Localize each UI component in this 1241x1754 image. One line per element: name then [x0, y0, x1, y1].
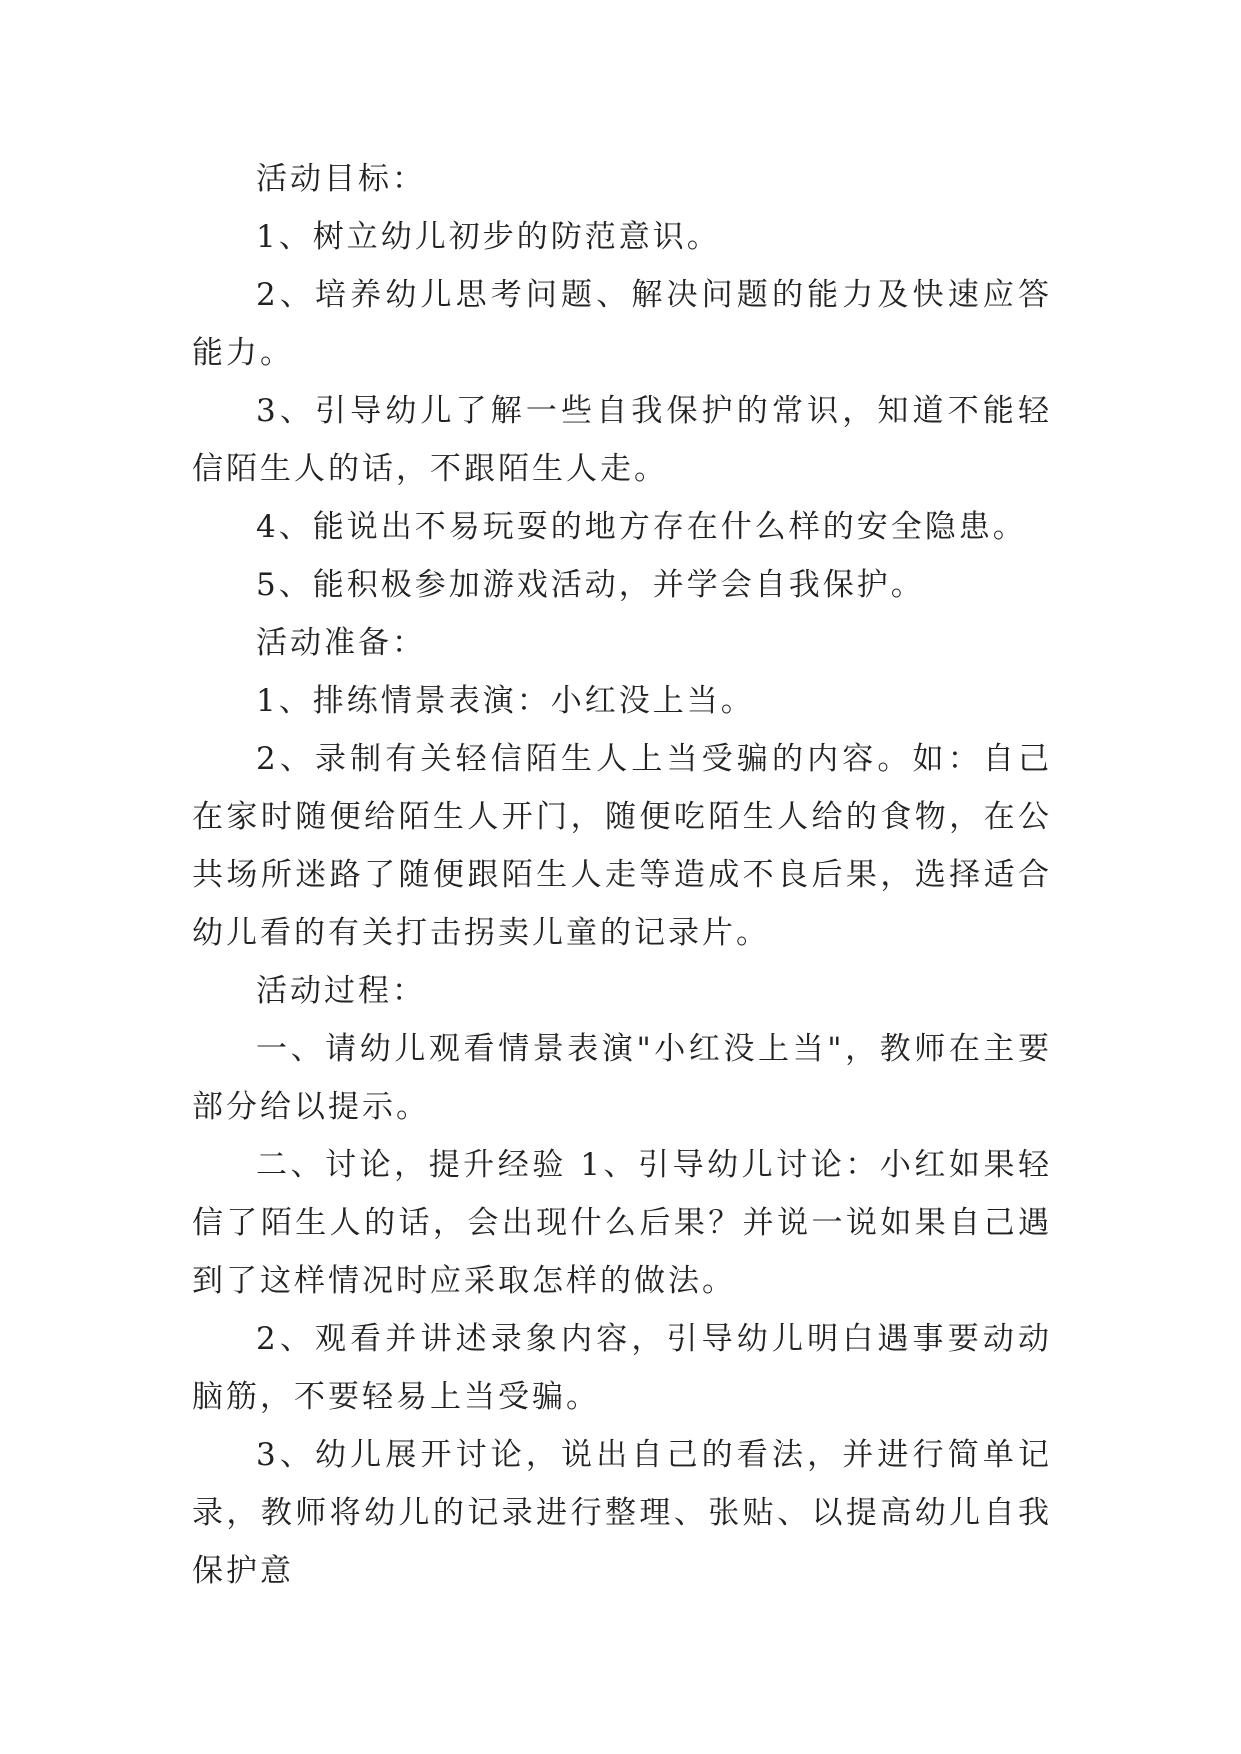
preparation-item-2: 2、录制有关轻信陌生人上当受骗的内容。如：自己在家时随便给陌生人开门，随便吃陌生人给的食物，在公共场所迷路了随便跟陌生人走等造成不良后果，选择适合幼儿看的有关打击拐卖儿童的记录片。	[192, 741, 1052, 951]
process-step-2-item-2: 2、观看并讲述录象内容，引导幼儿明白遇事要动动脑筋，不要轻易上当受骗。	[192, 1321, 1052, 1415]
document-page	[192, 150, 1052, 1600]
heading-activity-goals: 活动目标：	[256, 161, 426, 197]
process-step-2-item-3: 3、幼儿展开讨论，说出自己的看法，并进行简单记录，教师将幼儿的记录进行整理、张贴、以提高幼儿自我保护意	[192, 1437, 1052, 1589]
heading-activity-preparation: 活动准备：	[256, 625, 426, 661]
goal-item-2: 2、培养幼儿思考问题、解决问题的能力及快速应答能力。	[192, 277, 1052, 371]
goal-item-1: 1、树立幼儿初步的防范意识。	[256, 219, 721, 255]
process-step-1: 一、请幼儿观看情景表演"小红没上当"，教师在主要部分给以提示。	[192, 1031, 1052, 1125]
process-step-2: 二、讨论，提升经验 1、引导幼儿讨论：小红如果轻信了陌生人的话，会出现什么后果？并说一说如果自己遇到了这样情况时应采取怎样的做法。	[192, 1147, 1052, 1299]
goal-item-3: 3、引导幼儿了解一些自我保护的常识，知道不能轻信陌生人的话，不跟陌生人走。	[192, 393, 1052, 487]
goal-item-4: 4、能说出不易玩耍的地方存在什么样的安全隐患。	[256, 509, 1027, 545]
goal-item-5: 5、能积极参加游戏活动，并学会自我保护。	[256, 567, 925, 603]
preparation-item-1: 1、排练情景表演：小红没上当。	[256, 683, 755, 719]
heading-activity-process: 活动过程：	[256, 973, 426, 1009]
